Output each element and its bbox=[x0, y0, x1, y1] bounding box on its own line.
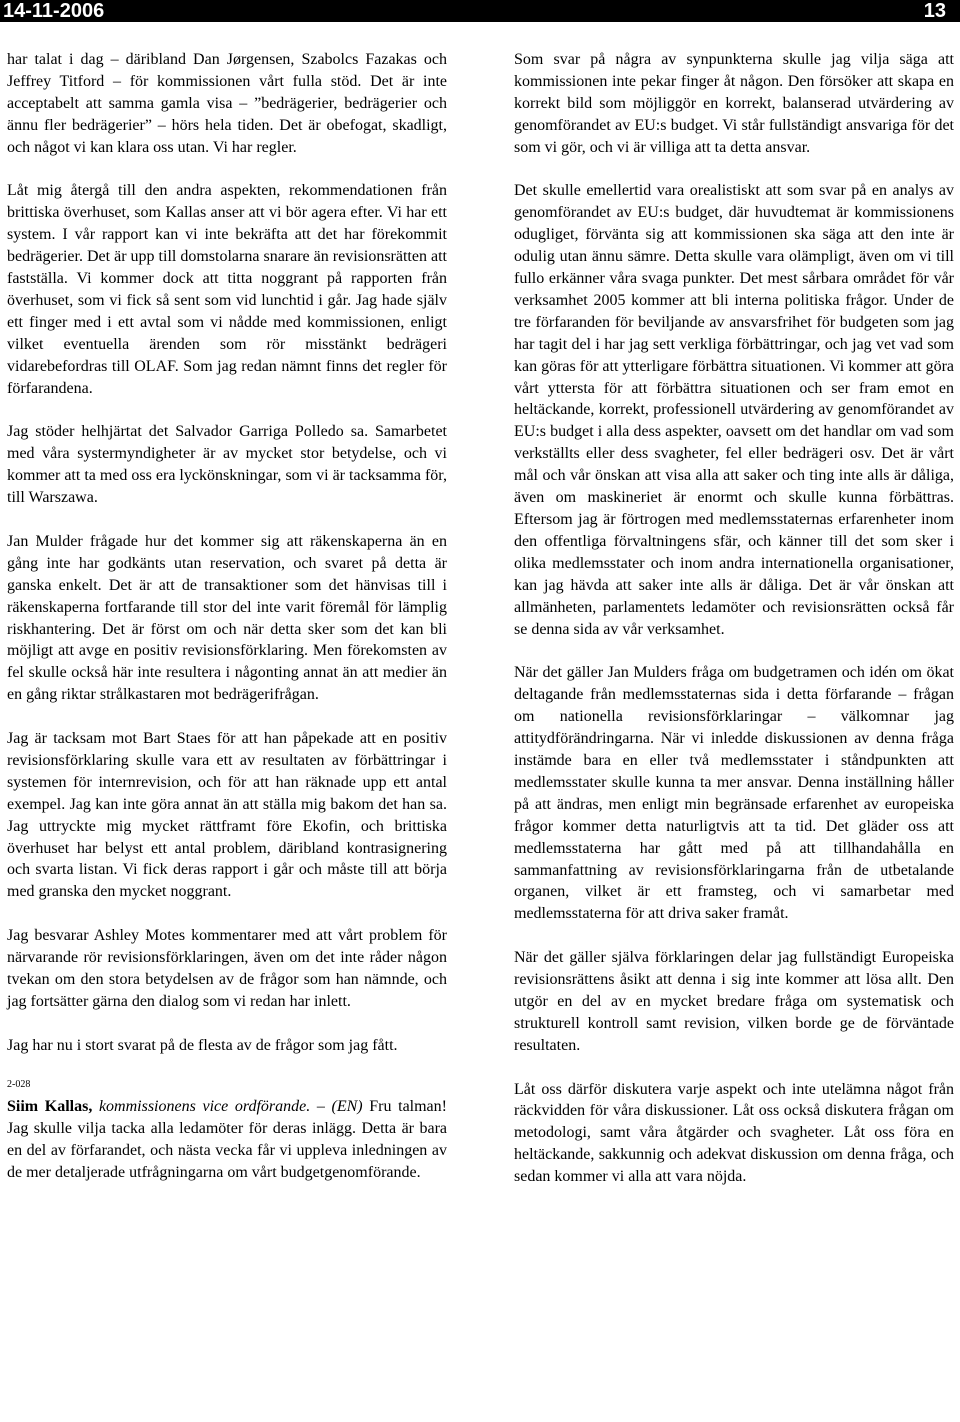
left-column bbox=[7, 49, 447, 1184]
speaker-name: Siim Kallas, bbox=[7, 1098, 93, 1116]
paragraph: Det skulle emellertid vara orealistiskt att som svar på en analys av genomförandet av EU:s budget, där huvudtemat är kommissionens odugliget, förvänta sig att kommissionen ska säga att den inte är odulig utan ännu sämre. Detta skulle vara olämpligt, även om vi till fullo erkänner våra svaga punkter. Det mest sårbara området för vår verksamhet 2005 kommer att bli interna politiska frågor. Under de tre förfaranden för beviljande av ansvarsfrihet för budgeten som jag har tagit del i har jag sett verkliga förbättringar, och jag vet vad som kan göras för att ytterligare förbättra situationen. Vi kommer att göra vårt yttersta för att förbättra situationen och ser fram emot en heltäckande, korrekt, professionell utvärdering av genomförandet av EU:s budget i alla dess aspekter, oavsett om det handlar om vad som verkställts eller dess svagheter, fel eller bedrägeri osv. Det är vårt mål och vår önskan att visa alla att saker och ting inte alls är dåliga, även om maskineriet är enormt och skulle kunna förbättras. Eftersom jag är förtrogen med medlemsstaternas erfarenheter inom den offentliga förvaltningens sfär, och känner till det som sker i olika medlemsstater och inom andra internationella organisationer, kan jag hävda att saker inte alls är dåliga. Det är vår önskan att allmänheten, parlamentets ledamöter och revisionsrätten också får se denna sida av vår verksamhet. bbox=[514, 182, 954, 638]
paragraph: När det gäller Jan Mulders fråga om budgetramen och idén om ökat deltagande från medlemsstaternas sida i detta förfarande – frågan om nationella revisionsförklaringar – välkomnar jag attitydförändringarna. När vi inledde diskussionen av denna fråga instämde bara en eller två medlemsstater i ståndpunkten att medlemsstater skulle kunna ta mer ansvar. Denna inställning håller på att ändras, men enligt min begränsade erfarenhet av europeiska frågor kommer detta naturligtvis att ta tid. Det gläder oss att medlemsstaterna har gått med på att tillhandahålla en sammanfattning av revisionsförklaringarna från de utbetalande organen, vilket är ett framsteg, och vi samarbetar med medlemsstaterna för att driva saker framåt. bbox=[514, 664, 954, 923]
speaker-role: kommissionens vice ordförande. bbox=[92, 1098, 317, 1116]
item-reference: 2-028 bbox=[7, 1079, 31, 1091]
page-number: 13 bbox=[923, 0, 946, 22]
paragraph: Jag är tacksam mot Bart Staes för att han påpekade att en positiv revisionsförklaring skulle vara ett av resultaten av förbättringar i systemen för internrevision, och för att han räknade upp ett antal exempel. Jag kan inte göra annat än att ställa mig bakom det han sa. Jag uttryckte mig mycket rättframt före Ekofin, och brittiska överhuset har belyst ett antal problem, däribland kontrasignering och svarta listan. Vi fick deras rapport i går och måste till att börja med granska den mycket noggrant. bbox=[7, 730, 447, 901]
speech-text: Fru talman! Jag skulle vilja tacka alla ledamöter för deras inlägg. Detta är bara en del av förfarandet, och nästa vecka får vi uppleva inledningen av de mer detaljerade utfrågningarna om vårt budgetgenomförande. bbox=[7, 1098, 447, 1182]
speaker-paragraph bbox=[7, 1096, 447, 1184]
paragraph: När det gäller själva förklaringen delar jag fullständigt Europeiska revisionsrättens åsikt att denna i sig inte kommer att lösa allt. Den utgör en del av en mycket bredare fråga om systematisk och strukturell kontroll samt revision, vilken borde ge de förväntade resultaten. bbox=[514, 949, 954, 1054]
header-date: 14-11-2006 bbox=[3, 0, 105, 22]
page-header bbox=[0, 0, 960, 22]
paragraph: Jag besvarar Ashley Motes kommentarer med att vårt problem för närvarande rör revisionsförklaringen, även om det inte råder någon tvekan om den stora betydelsen av de frågor som han nämnde, och jag fortsätter gärna den dialog som vi redan har inlett. bbox=[7, 927, 447, 1010]
paragraph: Låt oss därför diskutera varje aspekt och inte utelämna något från räckvidden för våra diskussioner. Låt oss också diskutera frågan om metodologi, samt våra åtgärder och svagheter. Låt oss föra en heltäckande, sakkunnig och adekvat diskussion om denna fråga, och sedan kommer vi alla att vara nöjda. bbox=[514, 1080, 954, 1186]
paragraph: Som svar på några av synpunkterna skulle jag vilja säga att kommissionen inte pekar finger åt någon. Den försöker att skapa en korrekt bild som möjliggör en korrekt, balanserad utvärdering av genomförandet av EU:s budget. Vi står fullständigt ansvariga för det som vi gör, och vi är villiga att ta detta ansvar. bbox=[514, 51, 954, 156]
paragraph: Jag stöder helhjärtat det Salvador Garriga Polledo sa. Samarbetet med våra systermyndigheter är av mycket stor betydelse, och vi kommer att ta med oss era lyckönskningar, som vi är tacksamma för, till Warszawa. bbox=[7, 423, 447, 507]
paragraph: Jag har nu i stort svarat på de flesta av de frågor som jag fått. bbox=[7, 1036, 398, 1054]
right-column bbox=[514, 49, 954, 1188]
paragraph: har talat i dag – däribland Dan Jørgensen, Szabolcs Fazakas och Jeffrey Titford – för kommissionen vårt fulla stöd. Det är inte acceptabelt att samma gamla visa – ”bedrägerier, bedrägerier och ännu fler bedrägerier” – hörs hela tiden. Det är obefogat, skadligt, och något vi kan klara oss utan. Vi har regler. bbox=[7, 51, 447, 156]
paragraph: Jan Mulder frågade hur det kommer sig att räkenskaperna än en gång inte har godkänts utan reservation, och svaret på detta är ganska enkelt. Det är att de transaktioner som det hänvisas till i räkenskaperna fortfarande till stor del inte varit föremål för lämplig riskhantering. Det är först om och när detta sker som det kan bli möjligt att avge en positiv revisionsförklaring. Men förekomsten av fel skulle också här inte resultera i någonting annat än att medier än en gång riktar strålkastaren mot bedrägerifrågan. bbox=[7, 532, 447, 704]
language-code: – (EN) bbox=[316, 1098, 363, 1116]
paragraph: Låt mig återgå till den andra aspekten, rekommendationen från brittiska överhuset, som Kallas anser att vi bör agera efter. Vi har ett system. I vår rapport kan vi inte bekräfta att det har förekommit bedrägerier. Det är upp till domstolarna snarare än revisionsrätten att fastställa. Vi kommer dock att titta noggrant på rapporten från överhuset, som vi fick så sent som vid lunchtid i går. Jag hade själv ett finger med i ett avtal som vi nådde med kommissionen, enligt vilket eventuella ärenden som rör misstänkt bedrägeri vidarebefordras till OLAF. Som jag redan nämnt finns det regler för förfarandena. bbox=[7, 182, 447, 397]
